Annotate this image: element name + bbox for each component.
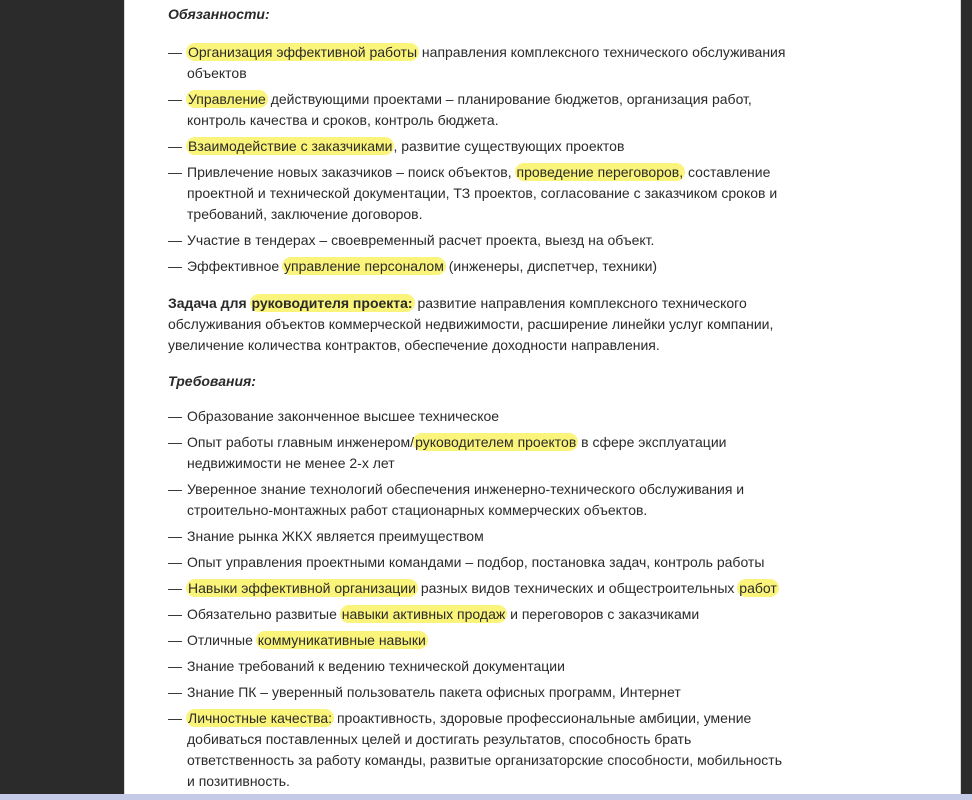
item-text: (инженеры, диспетчер, техники) <box>444 258 658 274</box>
item-text: Опыт работы главным инженером/ <box>187 434 415 450</box>
dash-bullet: — <box>168 258 182 274</box>
dash-bullet: — <box>168 44 182 60</box>
duty-item <box>168 42 788 84</box>
highlighted-text: работ <box>739 580 777 596</box>
duties-list <box>168 42 788 277</box>
requirement-item <box>168 552 788 573</box>
requirement-item <box>168 630 788 651</box>
duty-item <box>168 89 788 131</box>
requirement-item <box>168 432 788 474</box>
dash-bullet: — <box>168 710 182 726</box>
item-text: Обязательно развитые <box>187 606 341 622</box>
requirement-item <box>168 708 788 792</box>
highlighted-text: коммуникативные навыки <box>257 632 426 648</box>
item-text: Уверенное знание технологий обеспечения инженерно-технического обслуживания и строительно-монтажных работ стационарных коммерческих объектов. <box>187 481 745 518</box>
dash-bullet: — <box>168 232 182 248</box>
highlighted-text: Организация эффективной работы <box>188 44 418 60</box>
task-role-highlight: руководителя проекта: <box>251 295 413 311</box>
duty-item <box>168 162 788 225</box>
document-content <box>168 4 788 792</box>
highlighted-text: Личностные качества: <box>188 710 333 726</box>
requirement-item <box>168 526 788 547</box>
item-text: и переговоров с заказчиками <box>506 606 700 622</box>
requirements-list <box>168 406 788 792</box>
requirement-item <box>168 479 788 521</box>
dash-bullet: — <box>168 91 182 107</box>
requirement-item <box>168 406 788 427</box>
item-text: в сфере эксплуатации недвижимости не менее 2-х лет <box>187 434 727 471</box>
highlighted-text: Взаимодействие с заказчиками <box>188 138 393 154</box>
requirements-heading: Требования: <box>168 373 256 389</box>
highlighted-text: управление персоналом <box>284 258 444 274</box>
item-text: направления комплексного технического обслуживания объектов <box>187 44 786 81</box>
requirement-item <box>168 656 788 677</box>
item-text: Образование законченное высшее техническое <box>187 408 500 424</box>
highlighted-text: Навыки эффективной организации <box>188 580 416 596</box>
item-text: действующими проектами – планирование бюджетов, организация работ, контроль качества и сроков, контроль бюджета. <box>187 91 752 128</box>
item-text: Участие в тендерах – своевременный расчет проекта, выезд на объект. <box>187 232 655 248</box>
dash-bullet: — <box>168 658 182 674</box>
task-lead: Задача для <box>168 295 251 311</box>
task-text: развитие направления комплексного технического обслуживания объектов коммерческой недвижимости, расширение линейки услуг компании, увеличение количества контрактов, обеспечение доходности направления. <box>168 295 774 353</box>
duty-item <box>168 256 788 277</box>
highlighted-text: проведение переговоров, <box>516 164 684 180</box>
requirement-item <box>168 682 788 703</box>
requirement-item <box>168 578 788 599</box>
task-paragraph <box>168 293 788 356</box>
dash-bullet: — <box>168 434 182 450</box>
dash-bullet: — <box>168 481 182 497</box>
item-text: составление проектной и технической документации, ТЗ проектов, согласование с заказчиком сроков и требований, заключение договоров. <box>187 164 778 222</box>
duty-item <box>168 136 788 157</box>
item-text: Отличные <box>187 632 257 648</box>
highlighted-text: руководителем проектов <box>415 434 577 450</box>
item-text: Эффективное <box>187 258 284 274</box>
item-text: Знание требований к ведению технической документации <box>187 658 565 674</box>
document-page <box>124 0 961 794</box>
dash-bullet: — <box>168 684 182 700</box>
highlighted-text: навыки активных продаж <box>341 606 506 622</box>
item-text: Привлечение новых заказчиков – поиск объектов, <box>187 164 516 180</box>
dash-bullet: — <box>168 164 182 180</box>
dash-bullet: — <box>168 138 182 154</box>
dash-bullet: — <box>168 528 182 544</box>
requirement-item <box>168 604 788 625</box>
duties-heading: Обязанности: <box>168 6 270 22</box>
window-bottom-bar <box>0 794 972 800</box>
dash-bullet: — <box>168 606 182 622</box>
item-text: Знание рынка ЖКХ является преимуществом <box>187 528 484 544</box>
item-text: , развитие существующих проектов <box>393 138 625 154</box>
item-text: разных видов технических и общестроительных <box>416 580 739 596</box>
dash-bullet: — <box>168 632 182 648</box>
duty-item <box>168 230 788 251</box>
dash-bullet: — <box>168 580 182 596</box>
dash-bullet: — <box>168 554 182 570</box>
dash-bullet: — <box>168 408 182 424</box>
highlighted-text: Управление <box>188 91 266 107</box>
item-text: проактивность, здоровые профессиональные амбиции, умение добиваться поставленных целей и достигать результатов, способность брать ответственность за работу команды, развитые организаторские способности, мобильность и позитивность. <box>187 710 783 789</box>
item-text: Знание ПК – уверенный пользователь пакета офисных программ, Интернет <box>187 684 681 700</box>
item-text: Опыт управления проектными командами – подбор, постановка задач, контроль работы <box>187 554 765 570</box>
